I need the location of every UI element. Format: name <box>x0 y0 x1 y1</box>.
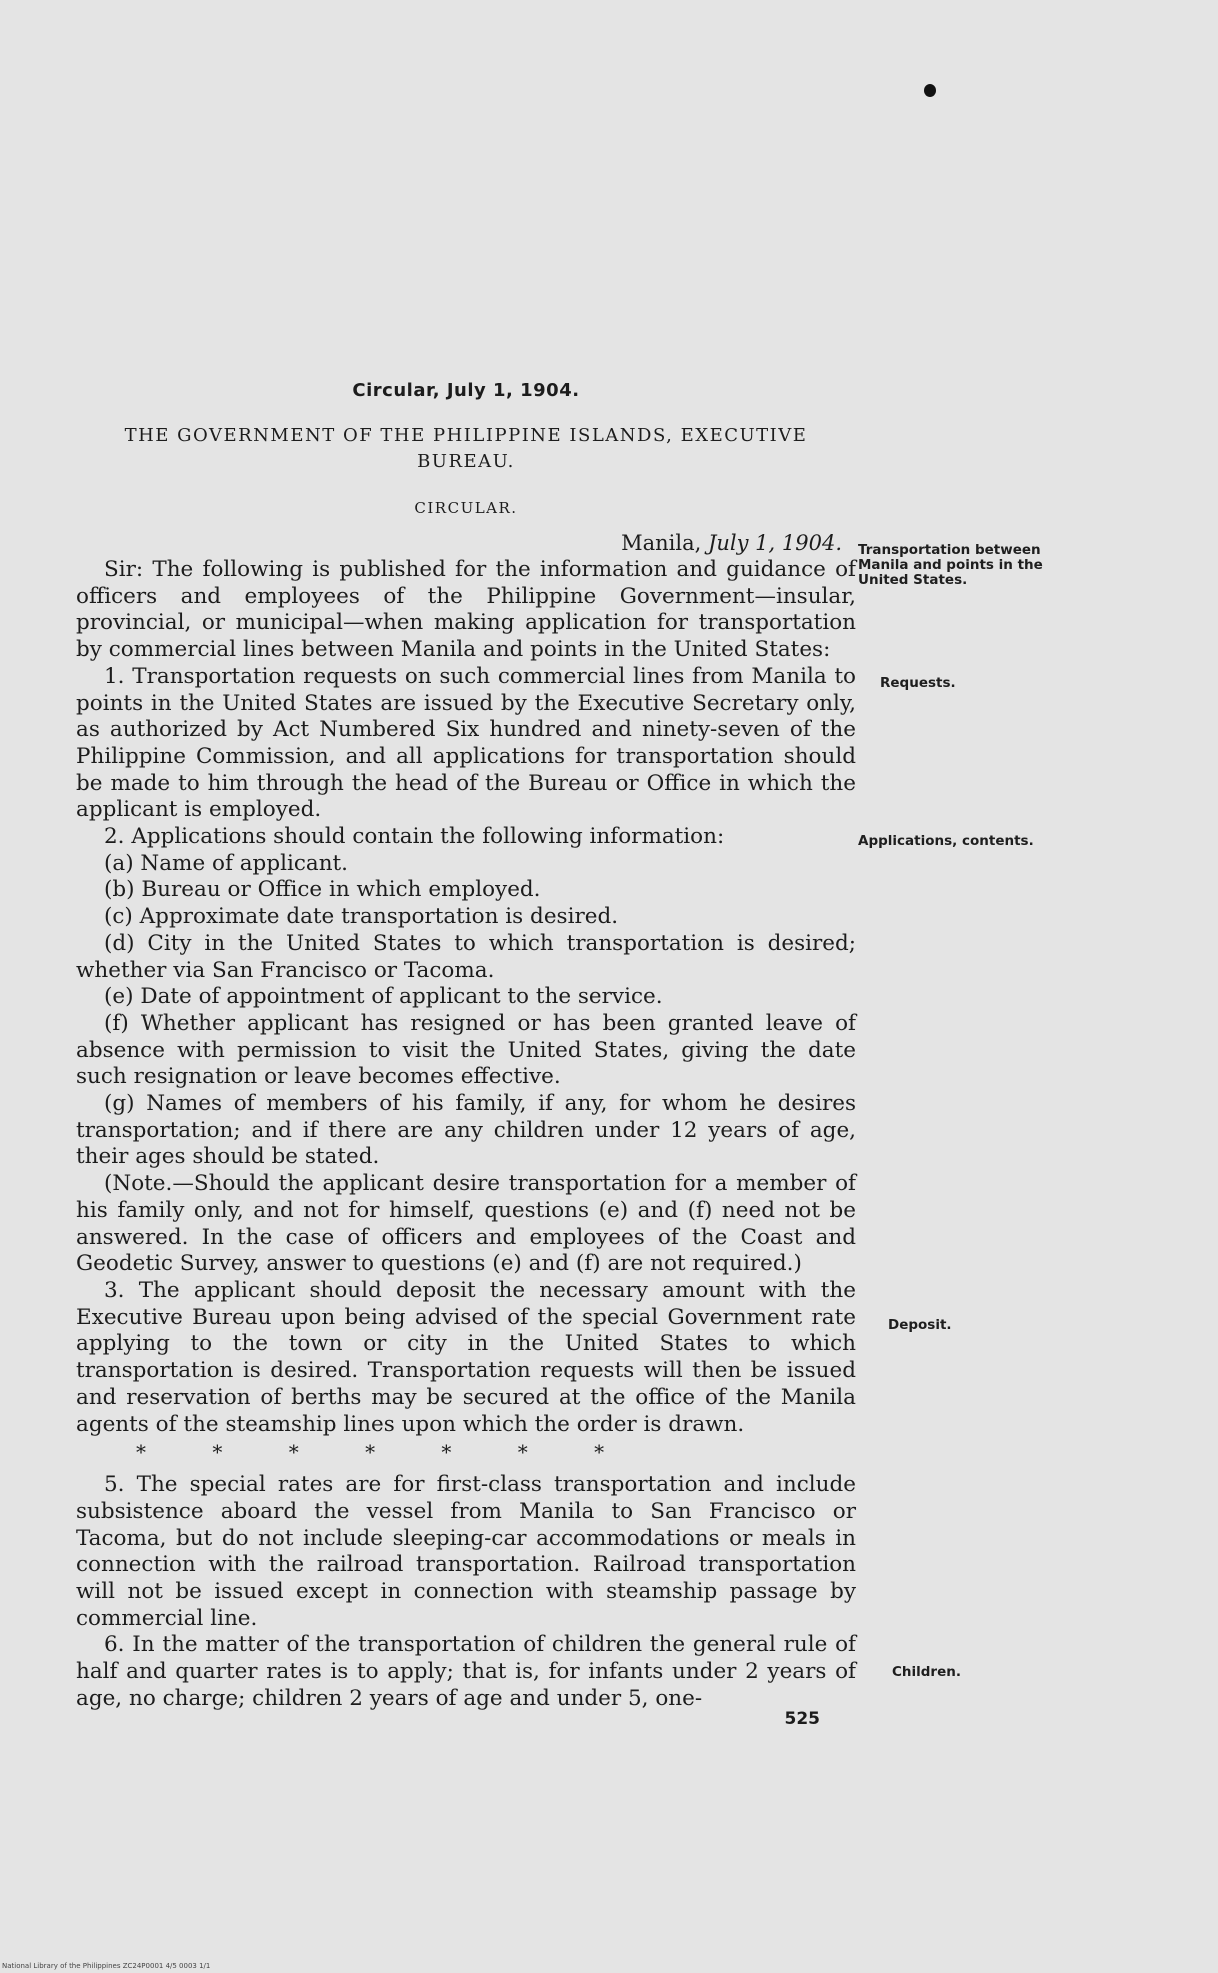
sidenote-deposit: Deposit. <box>888 1317 952 1333</box>
sidenote-applications: Applications, contents. <box>858 833 1034 849</box>
intro-paragraph: Sir: The following is published for the information and guidance of officers and employees of the Philippine Government—insular, provincial, or municipal—when making application for transportation by commercial lines between Manila and points in the United States: <box>76 557 856 663</box>
sidenote-children: Children. <box>892 1664 961 1680</box>
item-b: (b) Bureau or Office in which employed. <box>104 877 541 903</box>
item-c: (c) Approximate date transportation is desired. <box>104 904 619 930</box>
sidenote-requests: Requests. <box>880 675 956 691</box>
dateline-place: Manila, <box>621 531 702 555</box>
paragraph-6: 6. In the matter of the transportation of children the general rule of half and quarter rates is to apply; that is, for infants under 2 years of age, no charge; children 2 years of age and under 5, one- <box>76 1632 856 1711</box>
paragraph-2: 2. Applications should contain the following information: <box>104 824 725 850</box>
note-paragraph: (Note.—Should the applicant desire transportation for a member of his family only, and not for himself, questions (e) and (f) need not be answered. In the case of officers and employees of the Coast and Geodetic Survey, answer to questions (e) and (f) are not required.) <box>76 1171 856 1277</box>
item-e: (e) Date of appointment of applicant to the service. <box>104 984 663 1010</box>
paragraph-1: 1. Transportation requests on such commercial lines from Manila to points in the United States are issued by the Executive Secretary only, as authorized by Act Numbered Six hundred and ninety-seven of the Philippine Commission, and all applications for transportation should be made to him through the head of the Bureau or Office in which the applicant is employed. <box>76 663 856 823</box>
dateline <box>76 531 842 555</box>
paragraph-5: 5. The special rates are for first-class transportation and include subsistence aboard the vessel from Manila to San Francisco or Tacoma, but do not include sleeping-car accommodations or meals in connection with the railroad transportation. Railroad transportation will not be issued except in connection with steamship passage by commercial line. <box>76 1472 856 1631</box>
dateline-date: July 1, 1904. <box>707 531 842 555</box>
item-f: (f) Whether applicant has resigned or has been granted leave of absence with permission to visit the United States, giving the date such resignation or leave becomes effective. <box>76 1010 856 1090</box>
circular-label: CIRCULAR. <box>414 499 518 517</box>
item-g: (g) Names of members of his family, if any, for whom he desires transportation; and if there are any children under 12 years of age, their ages should be stated. <box>76 1091 856 1170</box>
main-text-column <box>76 380 856 1729</box>
archive-footer: National Library of the Philippines ZC24P0001 4/5 0003 1/1 <box>2 1962 211 1970</box>
government-title <box>76 423 856 475</box>
government-title-line1: THE GOVERNMENT OF THE PHILIPPINE ISLANDS, EXECUTIVE <box>124 425 808 446</box>
item-d: (d) City in the United States to which transportation is desired; whether via San Francisco or Tacoma. <box>76 930 856 983</box>
government-title-line2: BUREAU. <box>417 451 515 472</box>
sidenote-transportation: Transportation between Manila and points in the United States. <box>858 542 1043 588</box>
ink-dot-mark <box>924 84 936 97</box>
circular-heading: Circular, July 1, 1904. <box>352 380 580 401</box>
omission-stars: * * * * * * * <box>136 1440 605 1465</box>
page-number: 525 <box>784 1708 820 1729</box>
paragraph-3: 3. The applicant should deposit the necessary amount with the Executive Bureau upon being advised of the special Government rate applying to the town or city in the United States to which transportation is desired. Transportation requests will then be issued and reservation of berths may be secured at the office of the Manila agents of the steamship lines upon which the order is drawn. <box>76 1277 856 1437</box>
item-a: (a) Name of applicant. <box>104 850 349 876</box>
